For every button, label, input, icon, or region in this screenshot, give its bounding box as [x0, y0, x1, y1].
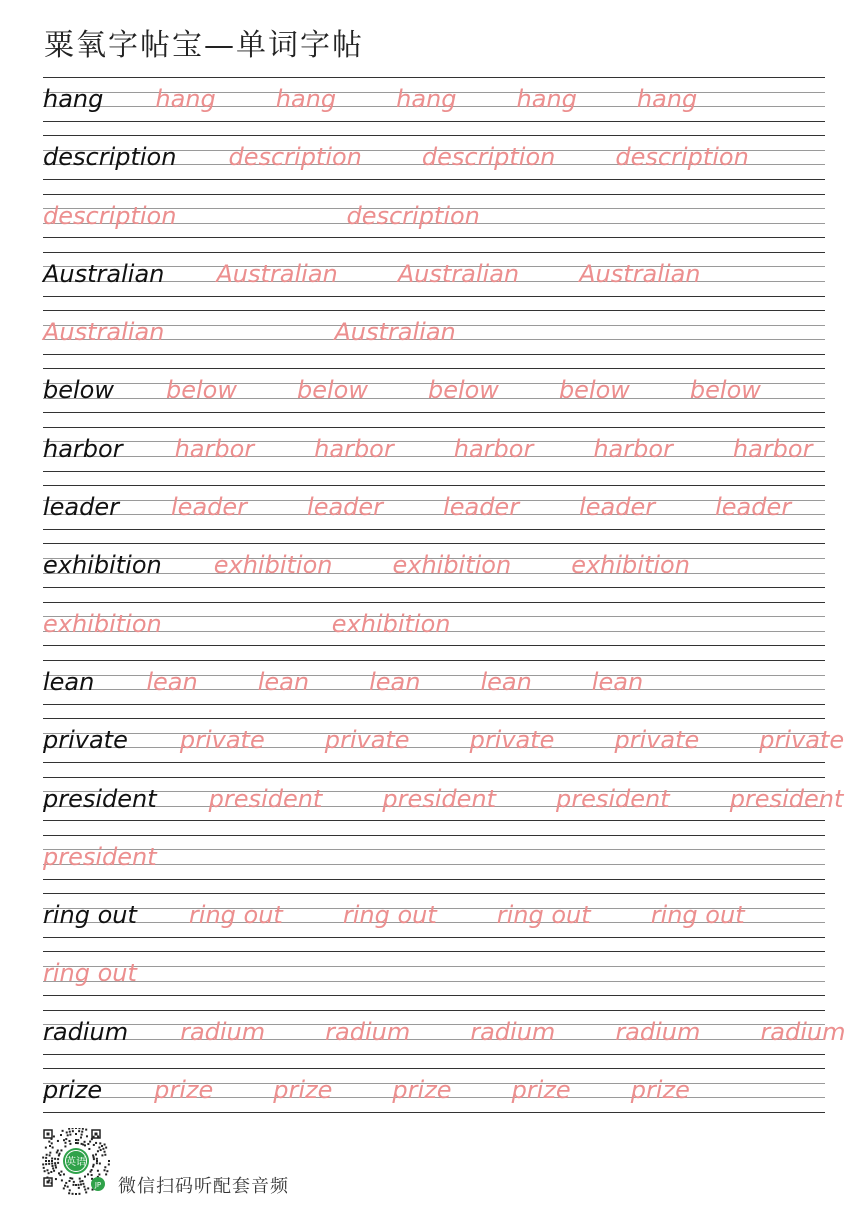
ruling-line — [43, 660, 825, 661]
trace-word: harbor — [732, 434, 813, 463]
row-words — [43, 372, 821, 408]
model-word: prize — [43, 1076, 103, 1105]
practice-row — [43, 1068, 825, 1126]
practice-row — [43, 543, 825, 601]
trace-word: lean — [146, 667, 198, 696]
ruling-line — [43, 296, 825, 297]
trace-word: ring out — [43, 959, 137, 988]
practice-row — [43, 135, 825, 193]
practice-row — [43, 893, 825, 951]
ruling-line — [43, 587, 825, 588]
ruling-line — [43, 485, 825, 486]
qr-corner-label: JP — [94, 1181, 102, 1189]
row-words — [43, 955, 197, 991]
row-words — [43, 314, 626, 350]
trace-word: Australian — [579, 259, 701, 288]
qr-badge-label: 英语 — [66, 1157, 86, 1168]
row-words — [43, 1072, 750, 1108]
practice-row — [43, 427, 825, 485]
trace-word: lean — [480, 667, 532, 696]
row-words — [43, 139, 809, 175]
trace-word: Australian — [216, 259, 338, 288]
row-words — [43, 839, 217, 875]
row-words — [43, 547, 750, 583]
trace-word: radium — [325, 1017, 411, 1046]
ruling-line — [43, 1054, 825, 1055]
row-words — [43, 781, 868, 817]
trace-word: lean — [369, 667, 421, 696]
trace-word: leader — [171, 493, 248, 522]
trace-word: exhibition — [571, 551, 690, 580]
trace-word: description — [43, 201, 177, 230]
trace-word: description — [615, 143, 749, 172]
ruling-line — [43, 995, 825, 996]
row-words — [43, 198, 650, 234]
ruling-line — [43, 879, 825, 880]
ruling-line — [43, 471, 825, 472]
qr-code-icon[interactable] — [42, 1128, 110, 1196]
practice-row — [43, 485, 825, 543]
trace-word: president — [556, 784, 670, 813]
row-words — [43, 897, 805, 933]
ruling-line — [43, 1112, 825, 1113]
trace-word: below — [427, 376, 499, 405]
practice-row — [43, 368, 825, 426]
practice-row — [43, 1010, 846, 1068]
practice-row — [43, 602, 825, 660]
trace-word: president — [43, 842, 157, 871]
trace-word: leader — [307, 493, 384, 522]
ruling-line — [43, 121, 825, 122]
trace-word: ring out — [496, 901, 591, 930]
trace-word: hang — [516, 85, 577, 113]
trace-word: radium — [470, 1017, 556, 1046]
model-word: ring out — [43, 901, 137, 930]
trace-word: president — [208, 784, 323, 813]
row-words — [43, 722, 868, 758]
trace-word: harbor — [453, 434, 534, 463]
trace-word: hang — [396, 85, 457, 113]
ruling-line — [43, 179, 825, 180]
trace-word: exhibition — [213, 551, 333, 580]
ruling-line — [43, 820, 825, 821]
trace-word: ring out — [342, 901, 437, 930]
trace-word: lean — [257, 667, 310, 696]
trace-word: president — [382, 784, 497, 813]
footer-caption: 微信扫码听配套音频 — [118, 1176, 289, 1197]
copybook-sheet — [43, 77, 846, 1126]
trace-word: prize — [154, 1076, 214, 1105]
ruling-line — [43, 368, 825, 369]
ruling-line — [43, 645, 825, 646]
page-title: 粟氧字帖宝—单词字帖 — [44, 28, 364, 63]
trace-word: private — [324, 726, 410, 755]
trace-word: leader — [715, 493, 792, 522]
model-word: below — [43, 376, 114, 405]
footer — [42, 1128, 442, 1200]
trace-word: Australian — [334, 318, 456, 347]
trace-word: harbor — [593, 434, 673, 463]
row-words — [43, 1014, 868, 1050]
trace-word: leader — [443, 493, 520, 522]
model-word: description — [43, 143, 177, 172]
ruling-line — [43, 194, 825, 195]
model-word: president — [43, 784, 157, 813]
trace-word: private — [759, 726, 845, 755]
trace-word: description — [346, 201, 480, 230]
trace-word: private — [614, 726, 700, 755]
practice-row — [43, 77, 825, 135]
ruling-line — [43, 252, 825, 253]
trace-word: below — [296, 376, 368, 405]
model-word: harbor — [43, 434, 123, 463]
practice-row — [43, 777, 844, 835]
ruling-line — [43, 937, 825, 938]
trace-word: prize — [511, 1076, 571, 1105]
trace-word: harbor — [314, 434, 394, 463]
trace-word: description — [228, 143, 362, 172]
trace-word: hang — [275, 85, 337, 113]
practice-row — [43, 310, 825, 368]
trace-word: private — [179, 726, 265, 755]
ruling-line — [43, 704, 825, 705]
ruling-line — [43, 762, 825, 763]
ruling-line — [43, 529, 825, 530]
trace-word: president — [729, 784, 844, 813]
row-words — [43, 256, 761, 292]
model-word: exhibition — [43, 551, 162, 580]
ruling-line — [43, 427, 825, 428]
trace-word: prize — [630, 1076, 690, 1105]
trace-word: hang — [155, 85, 216, 113]
row-words — [43, 431, 868, 467]
trace-word: private — [469, 726, 555, 755]
trace-word: Australian — [43, 318, 165, 347]
trace-word: exhibition — [392, 551, 512, 580]
ruling-line — [43, 602, 825, 603]
ruling-line — [43, 777, 825, 778]
trace-word: ring out — [188, 901, 283, 930]
practice-row — [43, 718, 845, 776]
row-words — [43, 664, 703, 700]
model-word: lean — [43, 667, 95, 696]
trace-word: prize — [273, 1076, 333, 1105]
row-words — [43, 81, 757, 117]
trace-word: radium — [615, 1017, 701, 1046]
trace-word: below — [689, 376, 761, 405]
trace-word: hang — [636, 85, 698, 113]
row-words — [43, 606, 620, 642]
ruling-line — [43, 135, 825, 136]
model-word: leader — [43, 493, 120, 522]
trace-word: ring out — [650, 901, 745, 930]
trace-word: exhibition — [331, 609, 451, 638]
practice-row — [43, 951, 825, 1009]
trace-word: radium — [760, 1017, 846, 1046]
ruling-line — [43, 1010, 825, 1011]
ruling-line — [43, 412, 825, 413]
ruling-line — [43, 893, 825, 894]
row-words — [43, 489, 851, 525]
trace-word: exhibition — [43, 609, 162, 638]
trace-word: below — [165, 376, 237, 405]
ruling-line — [43, 354, 825, 355]
ruling-line — [43, 718, 825, 719]
ruling-line — [43, 1068, 825, 1069]
practice-row — [43, 194, 825, 252]
ruling-line — [43, 951, 825, 952]
trace-word: prize — [392, 1076, 452, 1105]
practice-row — [43, 252, 825, 310]
trace-word: below — [558, 376, 630, 405]
practice-row — [43, 660, 825, 718]
ruling-line — [43, 310, 825, 311]
model-word: hang — [43, 85, 104, 113]
practice-row — [43, 835, 825, 893]
ruling-line — [43, 77, 825, 78]
model-word: Australian — [43, 259, 165, 288]
trace-word: Australian — [397, 259, 520, 288]
model-word: private — [43, 726, 128, 755]
trace-word: harbor — [174, 434, 255, 463]
trace-word: radium — [180, 1017, 266, 1046]
trace-word: lean — [591, 667, 644, 696]
trace-word: leader — [579, 493, 656, 522]
trace-word: description — [421, 143, 556, 172]
model-word: radium — [43, 1017, 129, 1046]
ruling-line — [43, 835, 825, 836]
ruling-line — [43, 543, 825, 544]
ruling-line — [43, 237, 825, 238]
